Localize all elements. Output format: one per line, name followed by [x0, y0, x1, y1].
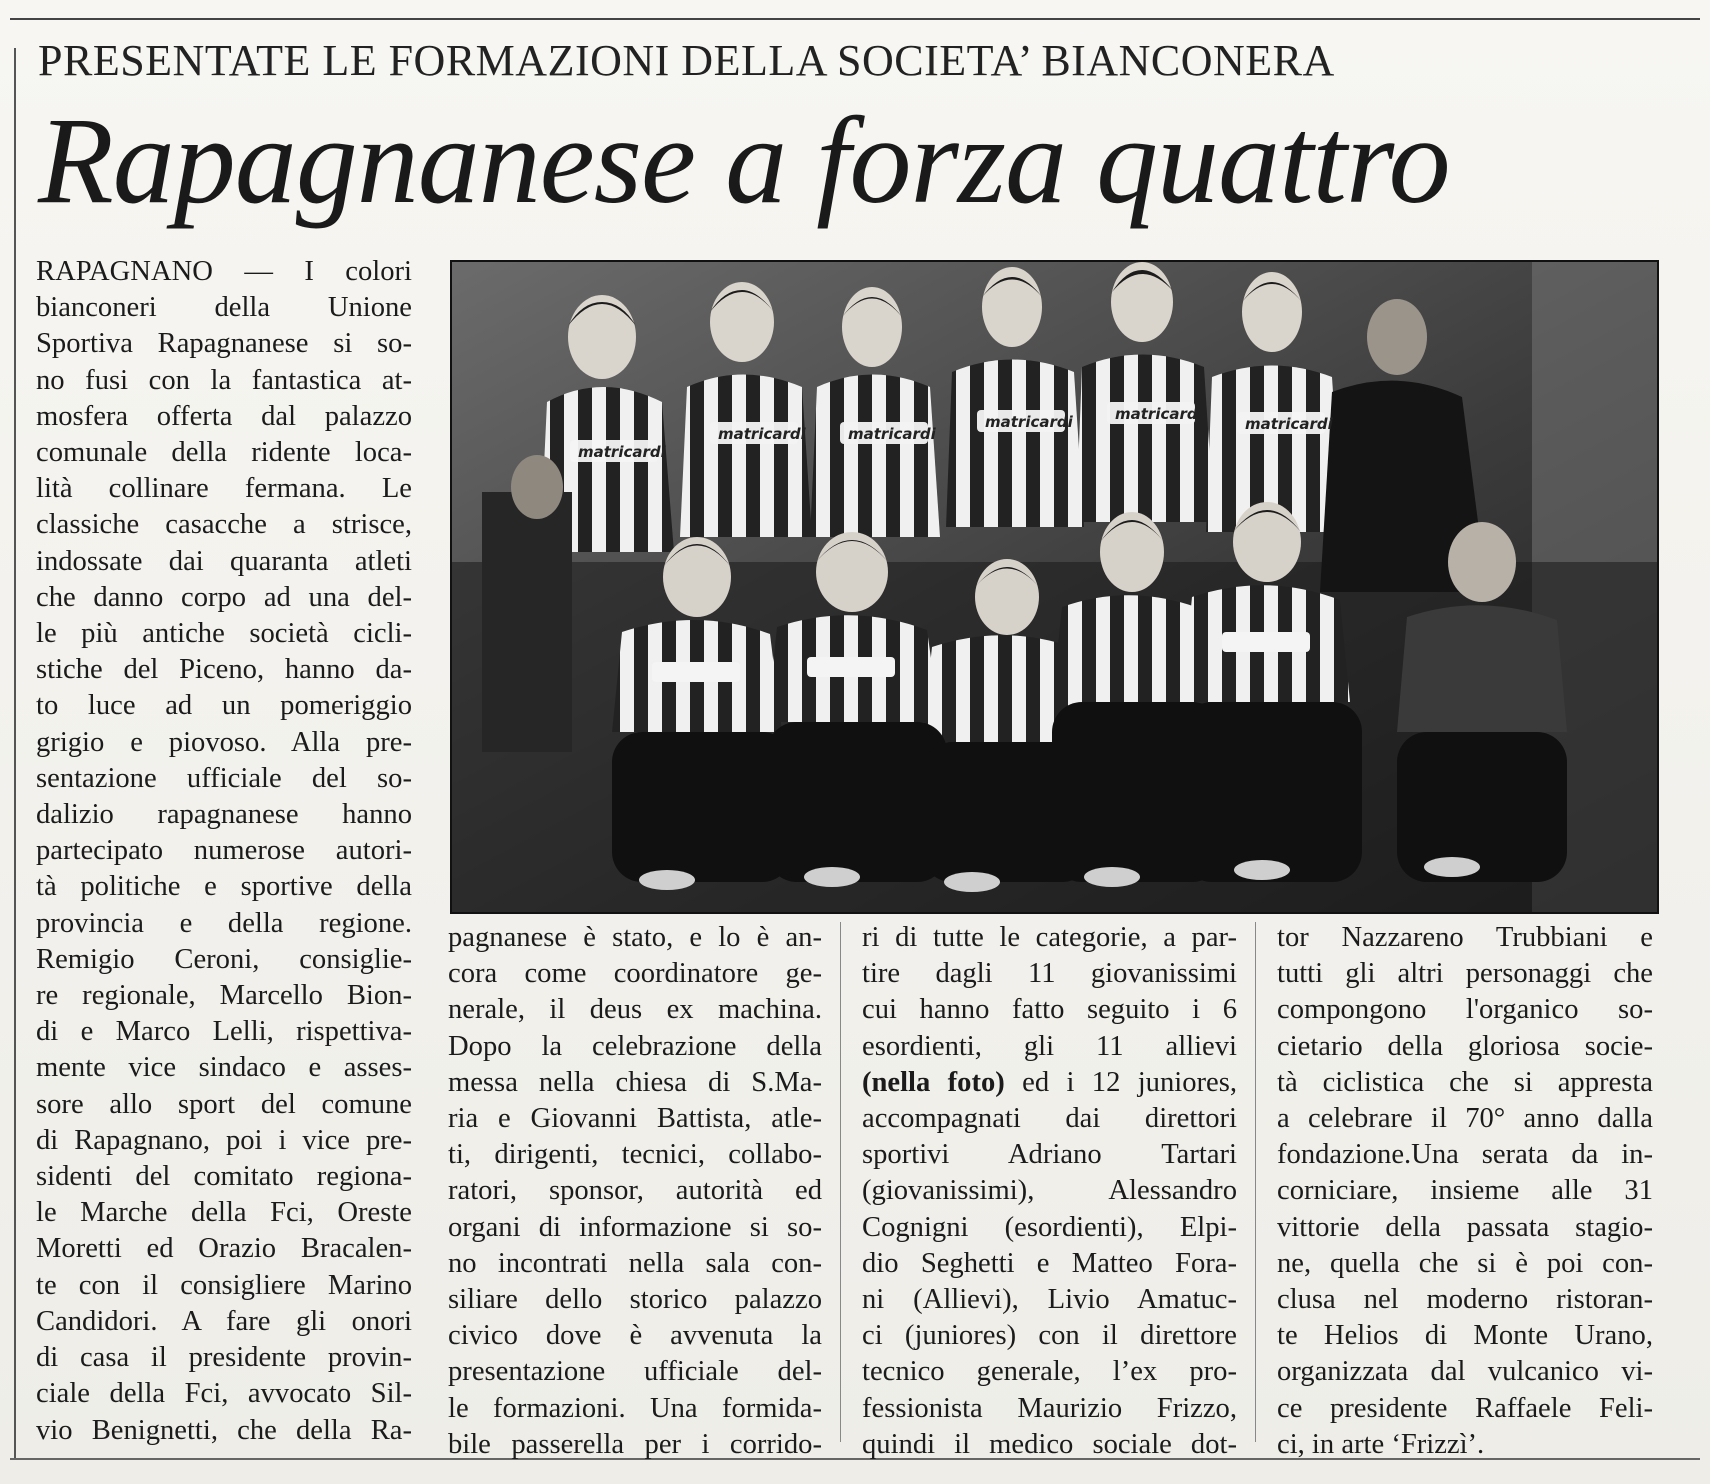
text-line: fondazione.Una serata da in-: [1277, 1139, 1653, 1171]
text-line: dalizio rapagnanese hanno: [36, 799, 412, 831]
text-line: a celebrare il 70° anno dalla: [1277, 1103, 1653, 1135]
column-divider: [1255, 922, 1256, 1442]
text-line: Moretti ed Orazio Bracalen-: [36, 1233, 412, 1265]
text-line: Candidori. A fare gli onori: [36, 1305, 412, 1337]
text-line: ce presidente Raffaele Feli-: [1277, 1392, 1653, 1424]
text-line: compongono l'organico so-: [1277, 994, 1653, 1026]
text-line: sportivi Adriano Tartari: [862, 1139, 1237, 1171]
jersey-sponsor-label: matricardi: [718, 425, 806, 443]
text-line: bile passerella per i corrido-: [448, 1428, 822, 1460]
article-column-1: [36, 254, 412, 1449]
text-line: le formazioni. Una formida-: [448, 1392, 822, 1424]
text-line: cietario della gloriosa socie-: [1277, 1030, 1653, 1062]
text-line: fessionista Maurizio Frizzo,: [862, 1392, 1237, 1424]
text-line: nerale, il deus ex machina.: [448, 994, 822, 1026]
text-line: ci (juniores) con il direttore: [862, 1320, 1237, 1352]
text-line: tutti gli altri personaggi che: [1277, 958, 1653, 990]
text-line: che danno corpo ad una del-: [36, 581, 412, 613]
text-line: no incontrati nella sala con-: [448, 1247, 822, 1279]
jersey-sponsor-label: matricardi: [1115, 405, 1203, 423]
photo-reference: (nella foto): [862, 1066, 1005, 1098]
jersey-sponsor-label: matricardi: [578, 443, 666, 461]
text-line: sentazione ufficiale del so-: [36, 762, 412, 794]
left-rule: [14, 48, 16, 1458]
text-line-with-photo-ref: [862, 1065, 1237, 1101]
text-line: ni (Allievi), Livio Amatuc-: [862, 1284, 1237, 1316]
text-line: ria e Giovanni Battista, atle-: [448, 1103, 822, 1135]
article-headline: Rapagnanese a forza quattro: [38, 92, 1450, 229]
text-line: quindi il medico sociale dot-: [862, 1428, 1237, 1460]
text-line: ci, in arte ‘Frizzì’.: [1277, 1428, 1485, 1460]
text-line: indossate dai quaranta atleti: [36, 545, 412, 577]
text-line: tire dagli 11 giovanissimi: [862, 958, 1237, 990]
text-line: di Rapagnano, poi i vice pre-: [36, 1124, 412, 1156]
text-line: accompagnati dai direttori: [862, 1103, 1237, 1135]
text-line: te Helios di Monte Urano,: [1277, 1320, 1653, 1352]
column-divider: [840, 922, 841, 1442]
text-line: te con il consigliere Marino: [36, 1269, 412, 1301]
text-line: tecnico generale, l’ex pro-: [862, 1356, 1237, 1388]
text-line: siliare dello storico palazzo: [448, 1284, 822, 1316]
text-line: clusa nel moderno ristoran-: [1277, 1284, 1653, 1316]
text-line: organizzata dal vulcanico vi-: [1277, 1356, 1653, 1388]
text-line: corniciare, insieme alle 31: [1277, 1175, 1653, 1207]
text-line: sore allo sport del comune: [36, 1088, 412, 1120]
text-line: bianconeri della Unione: [36, 292, 412, 324]
text-line: Sportiva Rapagnanese si so-: [36, 328, 412, 360]
text-line: esordienti, gli 11 allievi: [862, 1030, 1237, 1062]
text-line: di casa il presidente provin-: [36, 1342, 412, 1374]
text-line: partecipato numerose autori-: [36, 835, 412, 867]
text-line: dio Seghetti e Matteo Fora-: [862, 1247, 1237, 1279]
text-line: provincia e della regione.: [36, 907, 412, 939]
team-photo: [450, 260, 1659, 914]
text-line: civico dove è avvenuta la: [448, 1320, 822, 1352]
text-line: Remigio Ceroni, consiglie-: [36, 943, 412, 975]
text-line: ti, dirigenti, tecnici, collabo-: [448, 1139, 822, 1171]
text-line: tà politiche e sportive della: [36, 871, 412, 903]
text-line: le più antiche società cicli-: [36, 618, 412, 650]
text-line: messa nella chiesa di S.Ma-: [448, 1066, 822, 1098]
text-line: classiche casacche a strisce,: [36, 509, 412, 541]
text-fragment: ed i 12 juniores,: [1004, 1066, 1238, 1098]
text-line: grigio e piovoso. Alla pre-: [36, 726, 412, 758]
text-line: presentazione ufficiale del-: [448, 1356, 822, 1388]
text-line: ri di tutte le categorie, a par-: [862, 922, 1237, 953]
team-photo-illustration: [452, 262, 1657, 912]
article-column-3: [862, 920, 1237, 1463]
text-line: Cognigni (esordienti), Elpi-: [862, 1211, 1237, 1243]
text-line: comunale della ridente loca-: [36, 437, 412, 469]
article-column-2: [448, 920, 822, 1463]
jersey-sponsor-label: matricardi: [1245, 415, 1333, 433]
text-line: mosfera offerta dal palazzo: [36, 400, 412, 432]
text-line: cora come coordinatore ge-: [448, 958, 822, 990]
top-rule: [10, 18, 1700, 20]
jersey-sponsor-label: matricardi: [985, 413, 1073, 431]
text-line: no fusi con la fantastica at-: [36, 364, 412, 396]
text-line: le Marche della Fci, Oreste: [36, 1197, 412, 1229]
text-line: pagnanese è stato, e lo è an-: [448, 922, 822, 953]
text-line: cui hanno fatto seguito i 6: [862, 994, 1237, 1026]
text-line: (giovanissimi), Alessandro: [862, 1175, 1237, 1207]
jersey-sponsor-label: matricardi: [848, 425, 936, 443]
text-line: re regionale, Marcello Bion-: [36, 980, 412, 1012]
text-line: organi di informazione si so-: [448, 1211, 822, 1243]
text-line: vittorie della passata stagio-: [1277, 1211, 1653, 1243]
text-line: vio Benignetti, che della Ra-: [36, 1414, 412, 1446]
text-line: stiche del Piceno, hanno da-: [36, 654, 412, 686]
text-line: ne, quella che si è poi con-: [1277, 1247, 1653, 1279]
text-line: RAPAGNANO — I colori: [36, 256, 412, 287]
text-line: ciale della Fci, avvocato Sil-: [36, 1378, 412, 1410]
text-line: sidenti del comitato regiona-: [36, 1161, 412, 1193]
text-line: tà ciclistica che si appresta: [1277, 1066, 1653, 1098]
text-line: mente vice sindaco e asses-: [36, 1052, 412, 1084]
text-line: tor Nazzareno Trubbiani e: [1277, 922, 1653, 953]
article-kicker: PRESENTATE LE FORMAZIONI DELLA SOCIETA’ BIANCONERA: [38, 36, 1335, 85]
text-line: lità collinare fermana. Le: [36, 473, 412, 505]
text-line: to luce ad un pomeriggio: [36, 690, 412, 722]
text-line: Dopo la celebrazione della: [448, 1030, 822, 1062]
article-column-4: [1277, 920, 1653, 1463]
text-line: di e Marco Lelli, rispettiva-: [36, 1016, 412, 1048]
text-line: ratori, sponsor, autorità ed: [448, 1175, 822, 1207]
